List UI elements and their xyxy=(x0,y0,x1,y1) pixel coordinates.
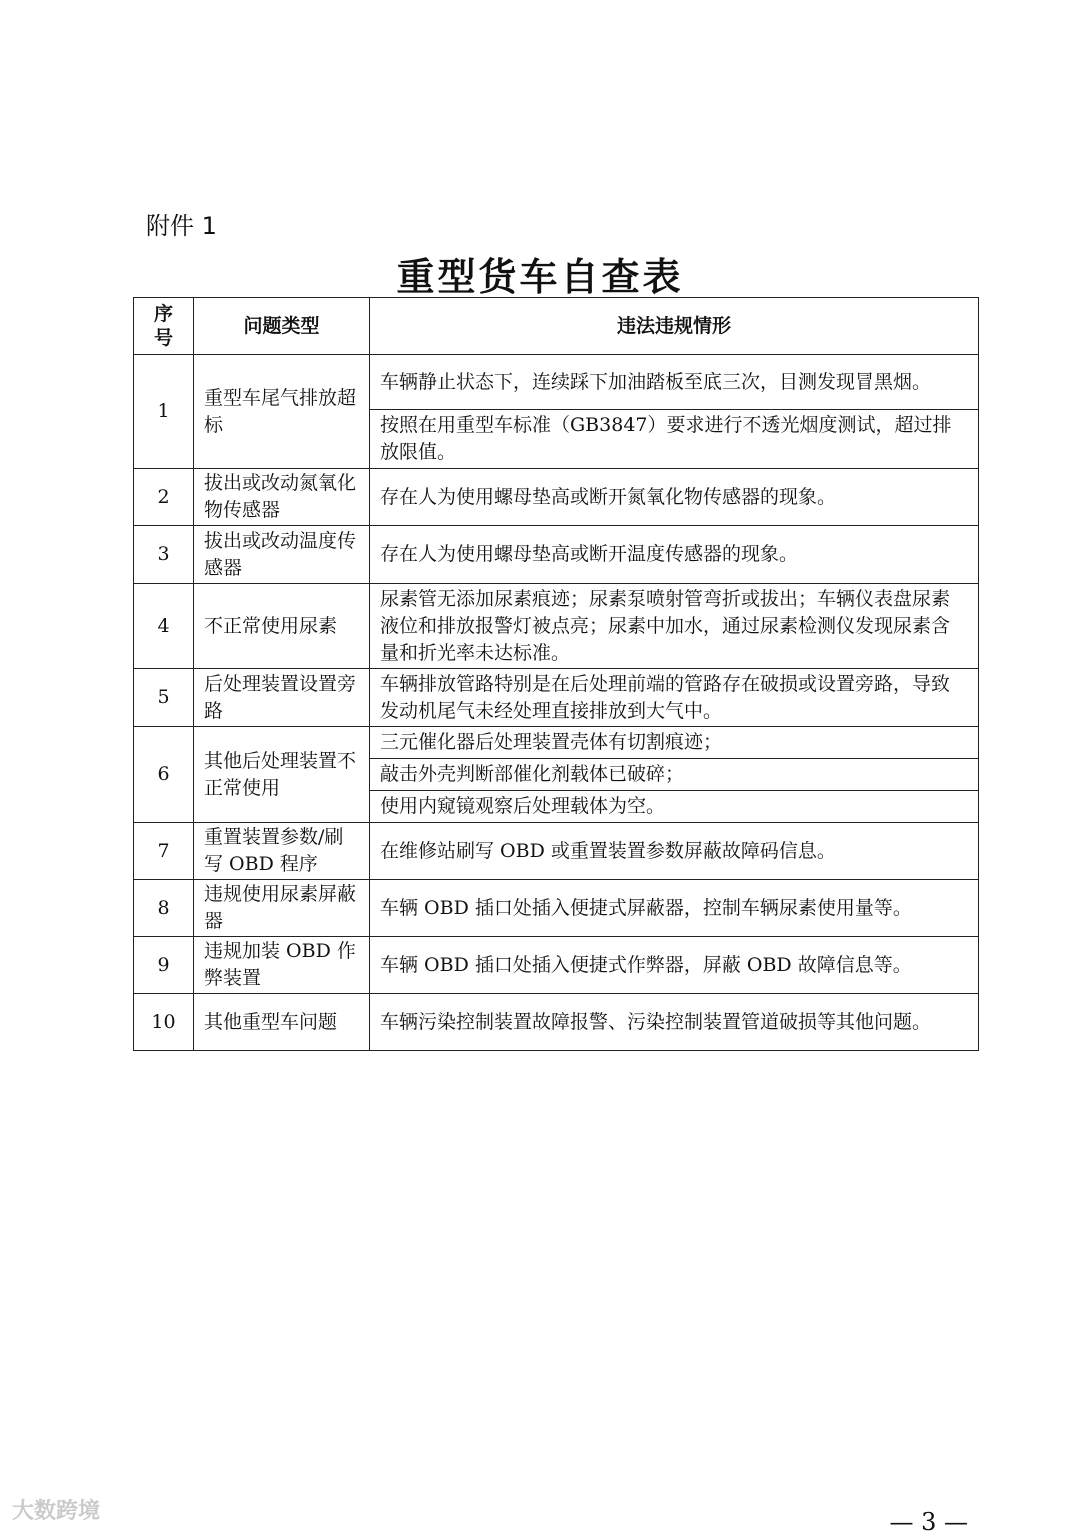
table-row xyxy=(134,880,979,937)
document-title: 重型货车自查表 xyxy=(396,254,684,299)
page-number: — 3 — xyxy=(889,1508,968,1536)
row-number: 1 xyxy=(134,355,194,469)
row-number: 2 xyxy=(134,469,194,526)
violation-description: 使用内窥镜观察后处理载体为空。 xyxy=(370,791,979,823)
problem-type: 其他后处理装置不正常使用 xyxy=(194,727,370,823)
attachment-label: 附件 1 xyxy=(146,212,217,240)
violation-description: 存在人为使用螺母垫高或断开氮氧化物传感器的现象。 xyxy=(370,469,979,526)
problem-type: 重型车尾气排放超标 xyxy=(194,355,370,469)
problem-type: 拔出或改动氮氧化物传感器 xyxy=(194,469,370,526)
violation-description: 在维修站刷写 OBD 或重置装置参数屏蔽故障码信息。 xyxy=(370,823,979,880)
column-header-type: 问题类型 xyxy=(194,298,370,355)
problem-type: 后处理装置设置旁路 xyxy=(194,669,370,727)
row-number: 9 xyxy=(134,937,194,994)
violation-description: 车辆 OBD 插口处插入便捷式屏蔽器，控制车辆尿素使用量等。 xyxy=(370,880,979,937)
violation-description: 三元催化器后处理装置壳体有切割痕迹； xyxy=(370,727,979,759)
violation-description: 存在人为使用螺母垫高或断开温度传感器的现象。 xyxy=(370,526,979,584)
table-row xyxy=(134,937,979,994)
violation-description: 车辆 OBD 插口处插入便捷式作弊器，屏蔽 OBD 故障信息等。 xyxy=(370,937,979,994)
row-number: 7 xyxy=(134,823,194,880)
problem-type: 其他重型车问题 xyxy=(194,994,370,1051)
table-row xyxy=(134,584,979,669)
table-row xyxy=(134,469,979,526)
row-number: 8 xyxy=(134,880,194,937)
table-row xyxy=(134,994,979,1051)
row-number: 3 xyxy=(134,526,194,584)
table-header-row xyxy=(134,298,979,355)
problem-type: 拔出或改动温度传感器 xyxy=(194,526,370,584)
watermark: 大数跨境 xyxy=(12,1499,101,1524)
violation-description: 敲击外壳判断部催化剂载体已破碎； xyxy=(370,759,979,791)
violation-description: 按照在用重型车标准（GB3847）要求进行不透光烟度测试，超过排放限值。 xyxy=(370,410,979,469)
table-row xyxy=(134,669,979,727)
violation-description: 尿素管无添加尿素痕迹；尿素泵喷射管弯折或拔出；车辆仪表盘尿素液位和排放报警灯被点亮；尿素中加水，通过尿素检测仪发现尿素含量和折光率未达标准。 xyxy=(370,584,979,669)
row-number: 10 xyxy=(134,994,194,1051)
problem-type: 违规加装 OBD 作弊装置 xyxy=(194,937,370,994)
table-row xyxy=(134,355,979,410)
problem-type: 重置装置参数/刷写 OBD 程序 xyxy=(194,823,370,880)
table-row xyxy=(134,526,979,584)
violation-description: 车辆静止状态下，连续踩下加油踏板至底三次，目测发现冒黑烟。 xyxy=(370,355,979,410)
violation-description: 车辆排放管路特别是在后处理前端的管路存在破损或设置旁路，导致发动机尾气未经处理直接排放到大气中。 xyxy=(370,669,979,727)
violation-description: 车辆污染控制装置故障报警、污染控制装置管道破损等其他问题。 xyxy=(370,994,979,1051)
self-check-table xyxy=(133,297,979,1051)
row-number: 4 xyxy=(134,584,194,669)
table-row xyxy=(134,727,979,759)
column-header-no: 序号 xyxy=(134,298,194,355)
problem-type: 违规使用尿素屏蔽器 xyxy=(194,880,370,937)
column-header-description: 违法违规情形 xyxy=(370,298,979,355)
table-row xyxy=(134,823,979,880)
problem-type: 不正常使用尿素 xyxy=(194,584,370,669)
row-number: 5 xyxy=(134,669,194,727)
row-number: 6 xyxy=(134,727,194,823)
